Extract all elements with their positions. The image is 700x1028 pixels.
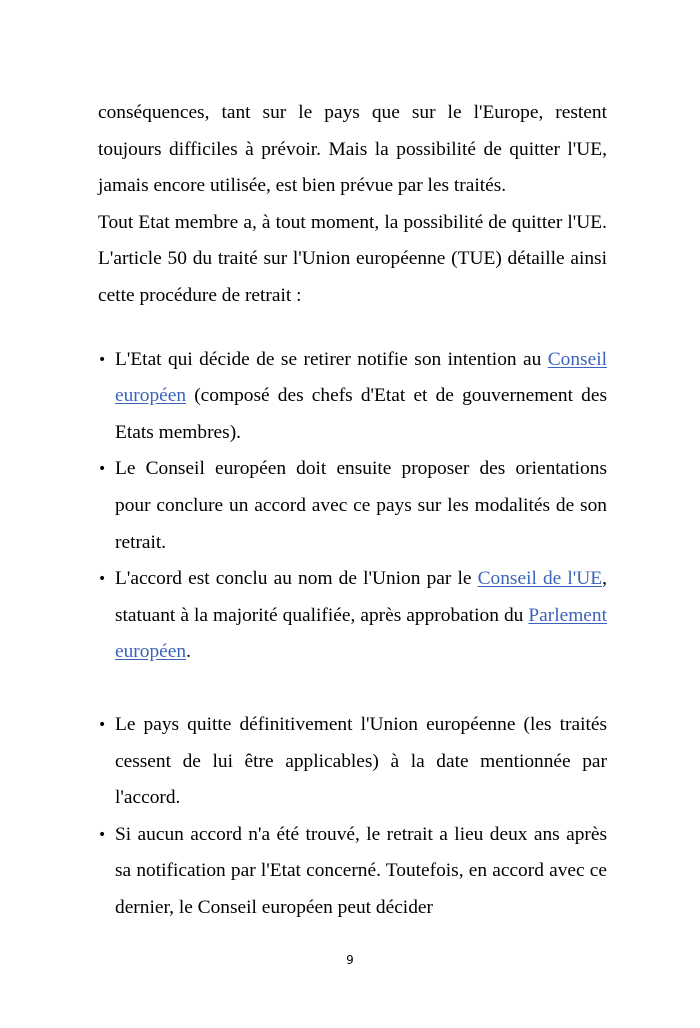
document-page — [98, 95, 607, 926]
list-item-text: , statuant à la majorité qualifiée, après approbation du — [115, 568, 607, 626]
list-item-text: Le pays quitte définitivement l'Union européenne (les traités cessent de lui être applicables) à la date mentionnée par l'accord. — [115, 713, 607, 809]
list-item-text: . — [186, 641, 191, 663]
list-item-text: L'accord est conclu au nom de l'Union par le — [115, 568, 478, 590]
bullet-icon: • — [98, 351, 107, 368]
bullet-icon: • — [98, 716, 107, 733]
list-item-agreement — [98, 561, 607, 671]
list-item-text: Si aucun accord n'a été trouvé, le retrait a lieu deux ans après sa notification par l'Etat concerné. Toutefois, en accord avec ce dernier, le Conseil européen peut décider — [115, 823, 607, 918]
link-conseil-europeen[interactable]: Conseil européen — [115, 348, 607, 407]
link-parlement-europeen[interactable]: Parlement européen — [115, 604, 607, 663]
list-item-withdrawal-date — [98, 707, 607, 817]
intro-paragraph-2: Tout Etat membre a, à tout moment, la possibilité de quitter l'UE. L'article 50 du traité sur l'Union européenne (TUE) détaille ainsi cette procédure de retrait : — [98, 211, 607, 306]
list-item-text: Le Conseil européen doit ensuite proposer des orientations pour conclure un accord avec ce pays sur les modalités de son retrait. — [115, 458, 607, 553]
procedure-list-part-2 — [98, 707, 607, 927]
bullet-icon: • — [98, 571, 107, 588]
bullet-icon: • — [98, 826, 107, 843]
intro-paragraph-1: conséquences, tant sur le pays que sur le l'Europe, restent toujours difficiles à prévoir. Mais la possibilité de quitter l'UE, jamais encore utilisée, est bien prévue par les traités. — [98, 102, 607, 197]
link-conseil-de-lue[interactable]: Conseil de l'UE — [477, 568, 603, 590]
list-item-no-agreement — [98, 817, 607, 927]
page-number: 9 — [346, 953, 354, 967]
list-item-notification — [98, 342, 607, 452]
procedure-list-part-1 — [98, 342, 607, 671]
list-item-orientations — [98, 451, 607, 561]
list-item-text: L'Etat qui décide de se retirer notifie son intention au — [115, 348, 548, 370]
bullet-icon: • — [98, 461, 107, 478]
list-item-text: (composé des chefs d'Etat et de gouvernement des Etats membres). — [115, 385, 607, 443]
